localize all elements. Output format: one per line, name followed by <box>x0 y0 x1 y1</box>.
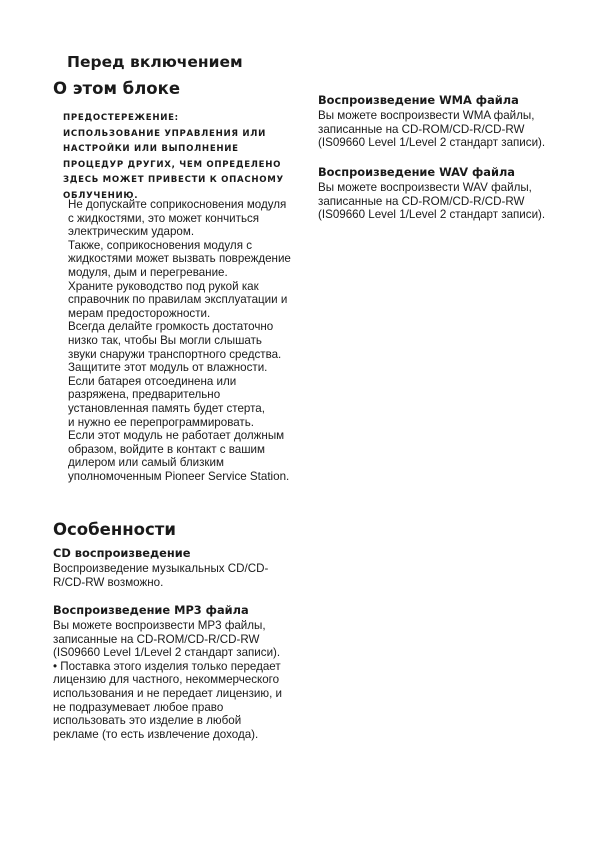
warning-line: ПРОЦЕДУР ДРУГИХ, ЧЕМ ОПРЕДЕЛЕНО <box>63 159 282 170</box>
page-title: Перед включением <box>67 53 243 71</box>
body-line: низко так, чтобы Вы могли слышать <box>68 333 262 347</box>
body-line: Вы можете воспроизвести WMA файлы, <box>318 109 535 122</box>
body-line: R/CD-RW возможно. <box>53 575 164 589</box>
body-line: звуки снаружи транспортного средства. <box>68 347 282 361</box>
body-line: дилером или самый близким <box>68 456 224 470</box>
body-line: (IS09660 Level 1/Level 2 стандарт записи). <box>318 208 546 222</box>
body-line: (IS09660 Level 1/Level 2 стандарт записи). <box>318 136 546 150</box>
wav-playback-text <box>318 181 545 222</box>
body-line: Воспроизведение музыкальных CD/CD- <box>53 562 269 575</box>
body-line: с жидкостями, это может кончиться <box>68 211 260 225</box>
body-line: установленная память будет стерта, <box>68 401 265 415</box>
mp3-playback-title: Воспроизведение MP3 файла <box>53 603 249 617</box>
body-line: рекламе (то есть извлечение дохода). <box>53 727 259 741</box>
body-line: справочник по правилам эксплуатации и <box>68 293 288 307</box>
body-line: Вы можете воспроизвести MP3 файлы, <box>53 619 266 632</box>
body-line: электрическим ударом. <box>68 225 195 239</box>
body-line: лицензию для частного, некоммерческого <box>53 673 280 687</box>
body-line: записанные на CD-ROM/CD-R/CD-RW <box>318 122 525 136</box>
body-line: Храните руководство под рукой как <box>68 279 259 293</box>
body-line: уполномоченным Pioneer Service Station. <box>68 469 290 483</box>
wma-playback-text <box>318 109 545 150</box>
warning-line: ИСПОЛЬЗОВАНИЕ УПРАВЛЕНИЯ ИЛИ <box>63 128 266 139</box>
body-line: Если этот модуль не работает должным <box>68 429 285 443</box>
body-line: модуля, дым и перегревание. <box>68 265 228 279</box>
body-line: записанные на CD-ROM/CD-R/CD-RW <box>318 194 525 208</box>
cd-playback-text <box>53 562 268 589</box>
body-line: использовать это изделие в любой <box>53 714 242 728</box>
body-line: Не допускайте соприкосновения модуля <box>68 198 287 211</box>
body-line: Вы можете воспроизвести WAV файлы, <box>318 181 532 194</box>
cd-playback-title: CD воспроизведение <box>53 546 191 560</box>
body-line: использования и не передает лицензию, и <box>53 686 282 700</box>
body-line: разряжена, предварительно <box>68 388 221 402</box>
warning-line: ЗДЕСЬ МОЖЕТ ПРИВЕСТИ К ОПАСНОМУ <box>63 175 284 185</box>
warning-line: НАСТРОЙКИ ИЛИ ВЫПОЛНЕНИЕ <box>63 144 239 154</box>
body-line: жидкостями может вызвать повреждение <box>68 252 291 266</box>
warning-line: ОБЛУЧЕНИЮ. <box>63 190 139 201</box>
body-line: Защитите этот модуль от влажности. <box>68 361 268 375</box>
body-line: Также, соприкосновения модуля с <box>68 238 252 252</box>
body-line: Если батарея отсоединена или <box>68 374 237 388</box>
caution-warning <box>63 111 298 204</box>
body-line: и нужно ее перепрограммировать. <box>68 415 254 429</box>
body-line: образом, войдите в контакт с вашим <box>68 442 265 456</box>
wma-playback-title: Воспроизведение WMA файла <box>318 93 519 107</box>
body-line: Всегда делайте громкость достаточно <box>68 320 274 334</box>
warning-line: ПРЕДОСТЕРЕЖЕНИЕ: <box>63 113 179 123</box>
features-heading: Особенности <box>53 520 176 539</box>
body-line: мерам предосторожности. <box>68 306 211 320</box>
body-line: (IS09660 Level 1/Level 2 стандарт записи). <box>53 646 281 660</box>
about-heading: О этом блоке <box>53 79 181 98</box>
about-body <box>68 198 291 483</box>
mp3-playback-text <box>53 619 282 741</box>
license-bullet: • Поставка этого изделия только передает <box>53 659 281 673</box>
wav-playback-title: Воспроизведение WAV файла <box>318 165 515 179</box>
body-line: не подразумевает любое право <box>53 700 224 714</box>
body-line: записанные на CD-ROM/CD-R/CD-RW <box>53 632 260 646</box>
